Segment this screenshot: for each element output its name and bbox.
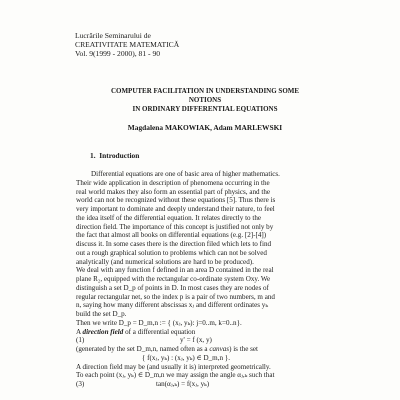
equation-body: y' = f (x, y) — [180, 336, 212, 345]
text-line: Their wide application in description of phenomena occurring in the — [76, 178, 270, 187]
text-line: out a rough graphical solution to problems which can not be solved — [76, 248, 267, 257]
text-line: discuss it. In some cases there is the direction filed which lets to find — [76, 240, 272, 248]
title-line: COMPUTER FACILITATION IN UNDERSTANDING SOME — [110, 87, 300, 95]
text-line: Then we write D_p = D_m,n := { (xⱼ, yₖ): j=0..m, k=0..n}. — [76, 318, 242, 327]
text-line: build the set D_p. — [76, 310, 127, 318]
text-line: regular rectangular net, so the index p is a pair of two numbers, m and — [76, 292, 275, 301]
text-line: direction field. The importance of this concept is justified not only by — [76, 222, 274, 231]
section-heading — [90, 151, 139, 160]
text-line: real world makes they also form an essential part of physics, and the — [76, 187, 271, 196]
text-line: n, saying how many different abscissas xⱼ and different ordinates yₖ — [76, 301, 268, 310]
text-line: To each point (xⱼ, yₖ) ∈ D_m,n we may assign the angle αⱼ,ₖ such that — [76, 371, 275, 380]
text-line: analytically (and numerical solutions are hard to be produced). — [76, 257, 254, 266]
text-line: A direction field may be (and usually it is) interpreted geometrically. — [76, 362, 271, 371]
text-line: We deal with any function f defined in an area D contained in the real — [76, 266, 274, 275]
term-emphasis: canvas — [209, 345, 230, 353]
authors: Magdalena MAKOWIAK, Adam MARLEWSKI — [127, 123, 283, 132]
equation-number: (3) — [76, 380, 85, 388]
title-line: IN ORDINARY DIFFERENTIAL EQUATIONS — [132, 105, 278, 113]
section-title: Introduction — [99, 151, 140, 160]
text-line: Differential equations are one of basic area of higher mathematics. — [91, 170, 280, 178]
text-line: world can not be recognized without these equations [5]. Thus there is — [76, 196, 276, 205]
text-line — [76, 345, 346, 354]
journal-name-line: CREATIVITATE MATEMATICĂ — [75, 40, 180, 49]
text-line: very important to dominate and deeply understand their nature, to feel — [76, 205, 275, 213]
equation-body: { f(xⱼ, yₖ) : (xⱼ, yₖ) ∈ D_m,n }. — [142, 353, 230, 362]
equation-1 — [76, 336, 346, 345]
text-fragment: A — [76, 327, 83, 336]
text-fragment: (generated by the set D_m,n, named often as a — [76, 345, 210, 353]
equation-body: tan(αⱼ,ₖ) = f(xⱼ, yₖ) — [156, 380, 210, 388]
body-text — [76, 170, 346, 389]
text-line: the fact that almost all books on differential equations (e.g. [2]-[4]) — [76, 231, 267, 240]
text-line: the idea itself of the differential equation. It relates directly to the — [76, 213, 262, 222]
text-fragment: ) is the set — [229, 345, 259, 353]
journal-header — [75, 31, 179, 58]
text-line: distinguish a set D_p of points in D. In most cases they are nodes of — [76, 283, 269, 292]
journal-name-line: Lucrările Seminarului de — [75, 31, 151, 40]
paper-title — [60, 87, 350, 114]
text-line — [76, 328, 346, 337]
text-fragment: of a differential equation — [123, 327, 196, 336]
equation-3 — [76, 380, 346, 389]
equation-number: (1) — [76, 336, 85, 345]
text-line: plane R₂, equipped with the rectangular co-ordinate system Oxy. We — [76, 275, 271, 283]
equation-2 — [76, 354, 346, 363]
term-emphasis: direction field — [82, 327, 124, 336]
title-line: NOTIONS — [188, 96, 222, 104]
journal-volume: Vol. 9(1999 - 2000), 81 - 90 — [75, 49, 161, 58]
section-number: 1. — [90, 151, 96, 160]
